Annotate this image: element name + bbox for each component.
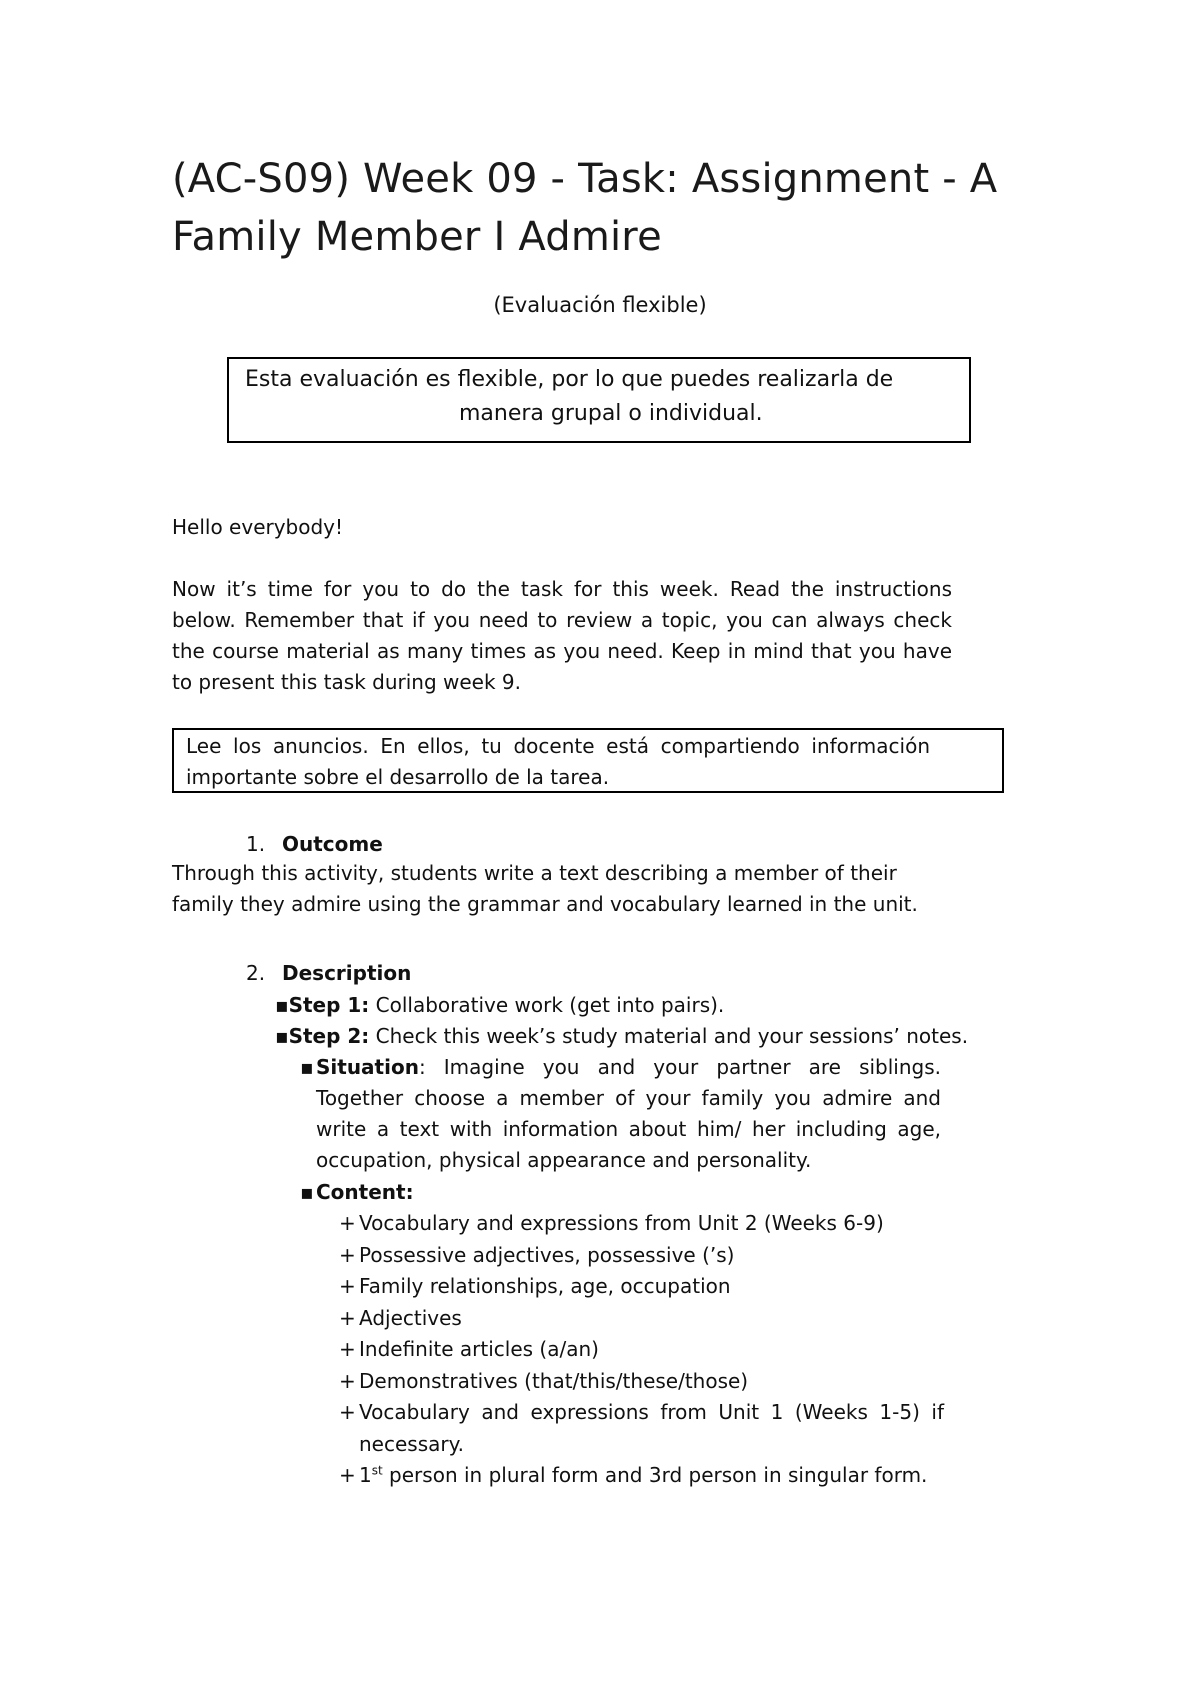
flexible-evaluation-box (227, 357, 971, 443)
list-item (339, 1397, 944, 1460)
step-2 (275, 1021, 968, 1052)
plus-bullet-icon: + (339, 1337, 356, 1361)
situation-label: Situation (316, 1055, 419, 1079)
plus-bullet-icon: + (339, 1274, 356, 1298)
content-list (339, 1208, 944, 1492)
step-2-text: Check this week’s study material and your sessions’ notes. (369, 1024, 969, 1048)
step-1 (275, 990, 724, 1021)
list-item-text: Possessive adjectives, possessive (’s) (359, 1242, 735, 1267)
step-1-label: Step 1: (288, 993, 370, 1017)
list-item (339, 1240, 944, 1272)
list-item-text: Vocabulary and expressions from Unit 1 (Weeks 1-5) if necessary. (359, 1400, 944, 1456)
description-heading-label: Description (282, 961, 412, 985)
list-item (339, 1271, 944, 1303)
list-item-text: Family relationships, age, occupation (359, 1274, 731, 1298)
outcome-heading (246, 829, 383, 860)
situation-paragraph (316, 1052, 941, 1176)
square-bullet-icon: ▪ (275, 1024, 289, 1048)
list-item (339, 1208, 944, 1240)
description-heading (246, 958, 411, 989)
plus-bullet-icon: + (339, 1305, 356, 1330)
description-number: 2. (246, 961, 266, 985)
list-item (339, 1303, 944, 1335)
list-item (339, 1460, 944, 1492)
plus-bullet-icon: + (339, 1211, 356, 1235)
situation-text: : Imagine you and your partner are siblings. Together choose a member of your family you admire and write a text with information about him/ her including age, occupation, physical appearance and personality. (316, 1055, 941, 1172)
list-item-text-prefix: 1 (359, 1463, 372, 1487)
plus-bullet-icon: + (339, 1368, 356, 1393)
content-heading (316, 1177, 941, 1208)
flexible-box-line-2: manera grupal o individual. (459, 401, 763, 426)
list-item-text: Vocabulary and expressions from Unit 2 (Weeks 6-9) (359, 1211, 884, 1235)
outcome-heading-label: Outcome (282, 832, 383, 856)
list-item (339, 1366, 944, 1398)
flexible-box-line-1: Esta evaluación es flexible, por lo que puedes realizarla de (245, 367, 894, 392)
superscript-ordinal: st (371, 1463, 383, 1478)
list-item (339, 1334, 944, 1366)
plus-bullet-icon: + (339, 1242, 356, 1267)
intro-paragraph: Now it’s time for you to do the task for this week. Read the instructions below. Remember that if you need to review a topic, you can always check the course material as many times as you need. Keep in mind that you have to present this task during week 9. (172, 577, 952, 694)
list-item-text: Indefinite articles (a/an) (359, 1337, 599, 1361)
outcome-number: 1. (246, 832, 266, 856)
plus-bullet-icon: + (339, 1400, 356, 1424)
square-bullet-icon: ▪ (275, 993, 289, 1017)
list-item-text: Demonstratives (that/this/these/those) (359, 1368, 749, 1393)
square-bullet-icon: ▪ (300, 1055, 314, 1079)
step-2-label: Step 2: (288, 1024, 370, 1048)
content-label: Content: (316, 1180, 414, 1204)
plus-bullet-icon: + (339, 1463, 356, 1487)
list-item-text-rest: person in plural form and 3rd person in singular form. (382, 1463, 928, 1487)
document-subtitle: (Evaluación flexible) (493, 293, 707, 317)
square-bullet-icon: ▪ (300, 1180, 314, 1204)
outcome-text: Through this activity, students write a text describing a member of their family they admire using the grammar and vocabulary learned in the unit. (172, 861, 918, 916)
list-item-text: Adjectives (359, 1305, 462, 1330)
step-1-text: Collaborative work (get into pairs). (369, 993, 725, 1017)
announcement-box: Lee los anuncios. En ellos, tu docente está compartiendo información importante sobre el desarrollo de la tarea. (172, 728, 1004, 793)
document-title: (AC-S09) Week 09 - Task: Assignment - A Family Member I Admire (172, 156, 998, 260)
greeting: Hello everybody! (172, 515, 344, 539)
